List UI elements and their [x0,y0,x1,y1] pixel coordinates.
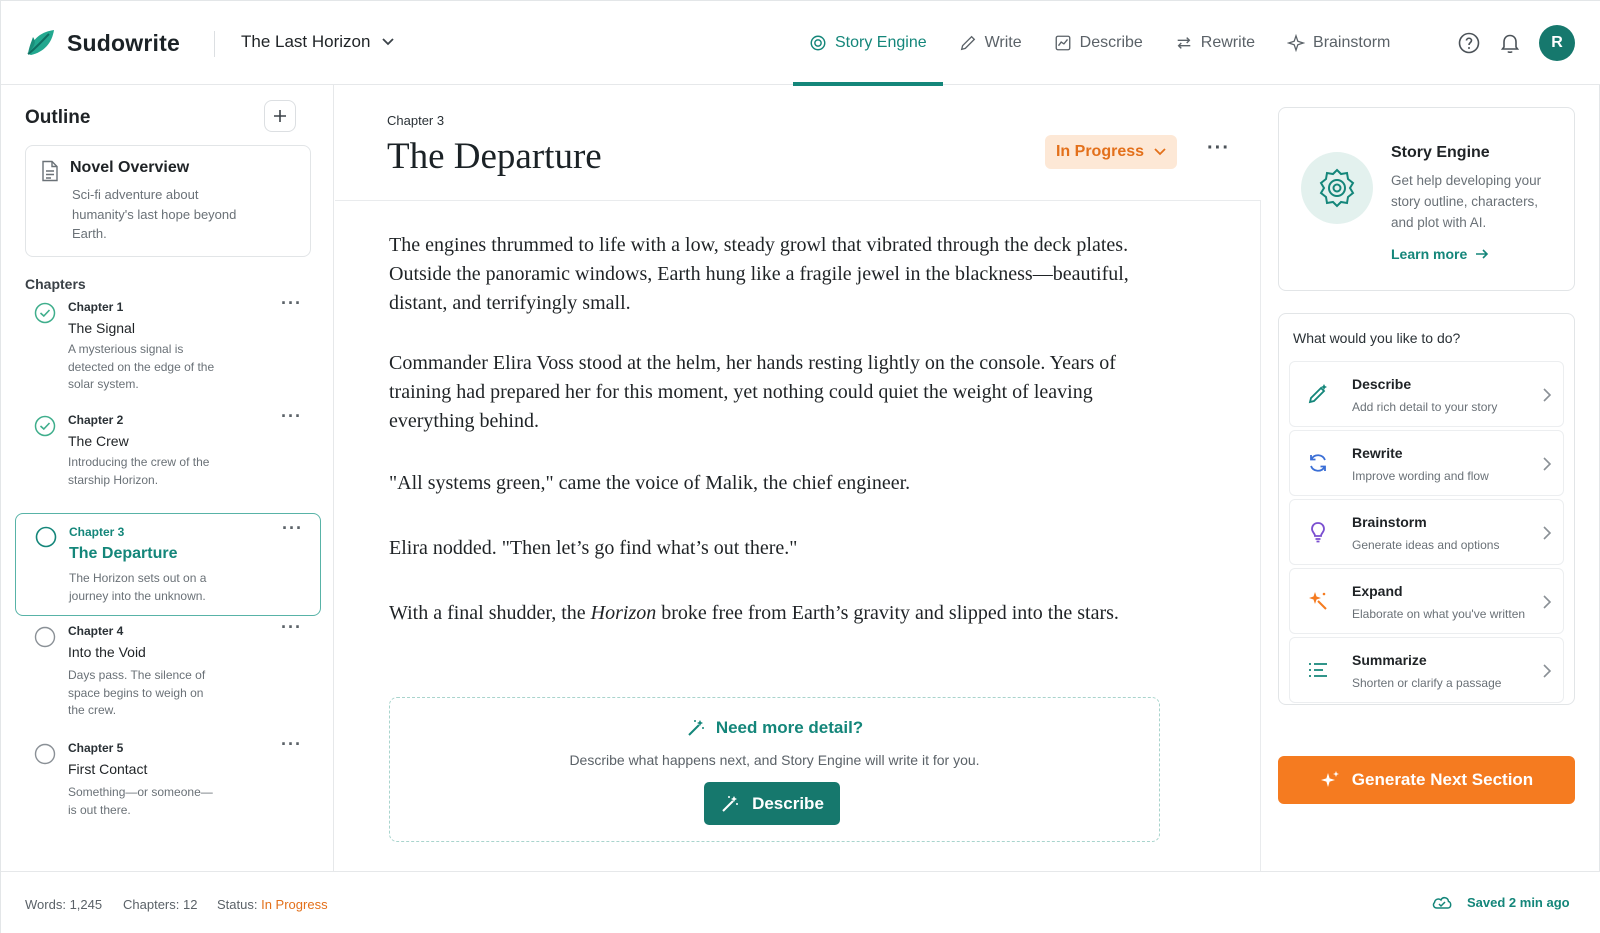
main-nav [793,1,1406,85]
rewrite-icon [1175,34,1193,52]
divider [335,200,1261,201]
chapter-item[interactable] [15,408,321,492]
chevron-right-icon [1542,457,1552,471]
list-icon [1306,658,1330,682]
action-rewrite[interactable] [1289,430,1564,496]
generate-label: Generate Next Section [1351,770,1534,789]
detail-title-text: Need more detail? [715,718,864,737]
chapter-description: The Horizon sets out on a journey into the unknown. [69,571,207,603]
chapter-number: Chapter 3 [69,525,125,539]
chapter-description: Days pass. The silence of space begins to weigh on the crew. [68,668,206,717]
chapter-number: Chapter 5 [68,741,124,755]
action-description: Shorten or clarify a passage [1352,676,1502,690]
words-value: 1,245 [69,897,103,912]
expand-sparkle-icon [1306,589,1330,613]
circle-icon [34,743,56,765]
plus-icon [273,109,287,123]
overview-title: Novel Overview [70,159,190,176]
action-label: Rewrite [1352,445,1403,461]
app-name: Sudowrite [67,29,180,56]
chevron-right-icon [1542,595,1552,609]
engine-description: Get help developing your story outline, characters, and plot with AI. [1391,173,1542,230]
status-label: In Progress [1055,143,1145,160]
project-title: The Last Horizon [241,32,371,51]
tab-describe[interactable] [1038,1,1159,85]
paragraph: The engines thrummed to life with a low, steady growl that vibrated through the deck plates. Outside the panoramic windows, Earth hung like a fragile jewel in the blackness—beautiful, distant, and terrifyingly small. [389,234,1129,314]
document-icon [40,160,60,182]
tab-story-engine[interactable] [793,1,943,85]
tab-label: Brainstorm [1313,34,1391,51]
chapter-item[interactable] [15,619,321,729]
help-icon[interactable] [1457,31,1481,55]
tab-label: Write [984,34,1022,51]
cloud-check-icon [1431,894,1453,910]
paragraph: Commander Elira Voss stood at the helm, her hands resting lightly on the console. Years of training had prepared her for this moment, yet nothing could quiet the weight of leaving everything behind. [389,352,1116,432]
more-options-icon[interactable]: ··· [281,734,302,754]
action-description: Elaborate on what you've written [1352,607,1526,621]
chapter-number: Chapter 2 [68,413,124,427]
magic-wand-icon [686,718,706,738]
engine-icon [809,34,827,52]
chapter-title: Into the Void [68,644,146,660]
chevron-right-icon [1542,664,1552,678]
chapter-number: Chapter 4 [68,624,124,638]
engine-title: Story Engine [1391,144,1490,161]
tab-label: Rewrite [1200,34,1256,51]
add-chapter-button[interactable] [264,100,296,132]
tab-rewrite[interactable] [1159,1,1271,85]
text-run: broke free from Earth’s gravity and slipped into the stars. [656,602,1119,624]
action-label: Summarize [1352,652,1427,668]
more-options-icon[interactable]: ··· [281,617,302,637]
action-describe[interactable] [1289,361,1564,427]
chapter-number: Chapter 1 [68,300,124,314]
magic-wand-icon [720,794,740,814]
assistant-panel [1261,85,1600,871]
chapter-title: The Crew [68,433,129,449]
chapter-item-active[interactable] [15,513,321,616]
chapter-description: A mysterious signal is detected on the edge of the solar system. [68,342,215,391]
action-summarize[interactable] [1289,637,1564,703]
chapter-item[interactable] [15,295,321,395]
avatar[interactable]: R [1539,25,1575,61]
generate-next-section-button[interactable] [1278,756,1575,804]
detail-prompt-box [389,697,1160,842]
describe-wand-icon [1306,382,1330,406]
sparkle-icon [1320,770,1340,790]
action-label: Brainstorm [1352,514,1427,530]
chapters-label: Chapters: [123,897,180,912]
action-label: Expand [1352,583,1403,599]
chapter-count [123,897,197,912]
tab-label: Story Engine [835,34,927,51]
paragraph: "All systems green," came the voice of Malik, the chief engineer. [389,472,911,494]
tab-write[interactable] [943,1,1038,85]
chevron-right-icon [1542,526,1552,540]
check-circle-icon [34,302,56,324]
lightbulb-icon [1306,520,1330,544]
chapter-item[interactable] [15,736,321,826]
actions-card [1278,313,1575,705]
describe-icon [1054,34,1072,52]
action-description: Generate ideas and options [1352,538,1500,552]
chapter-description: Something—or someone—is out there. [68,785,213,817]
status-value: In Progress [261,897,328,912]
chapter-title: First Contact [68,761,148,777]
editor [335,85,1261,871]
chapters-value: 12 [183,897,198,912]
status-dropdown[interactable] [1045,135,1177,169]
document-status [217,897,328,912]
text-run: With a final shudder, the [389,602,591,624]
more-options-icon[interactable]: ··· [282,518,303,538]
engine-icon [1316,167,1358,209]
learn-more-label: Learn more [1391,246,1468,262]
chapter-title: The Signal [68,320,135,336]
paragraph: Elira nodded. "Then let’s go find what’s out there." [389,537,798,559]
circle-icon [35,526,57,548]
tab-label: Describe [1079,34,1143,51]
saved-text: Saved 2 min ago [1467,894,1570,910]
paragraph [389,599,1149,628]
chevron-down-icon [1154,148,1166,156]
circle-icon [34,626,56,648]
detail-title [390,718,1159,738]
sudowrite-logo-icon [25,27,57,59]
story-engine-card [1278,107,1575,291]
describe-button-label: Describe [752,793,824,813]
action-description: Improve wording and flow [1352,469,1489,483]
pencil-icon [959,34,977,52]
chapter-title: The Departure [69,545,178,562]
action-expand[interactable] [1289,568,1564,634]
action-description: Add rich detail to your story [1352,400,1498,414]
tab-brainstorm[interactable] [1271,1,1406,85]
outline-sidebar [1,85,334,871]
action-label: Describe [1352,376,1412,392]
more-options-icon[interactable]: ··· [281,406,302,426]
describe-button[interactable] [704,782,840,825]
status-bar [1,871,1600,933]
arrow-right-icon [1475,248,1489,260]
logo[interactable] [25,27,180,59]
detail-description: Describe what happens next, and Story Engine will write it for you. [569,752,980,768]
novel-overview-card[interactable] [25,145,311,257]
top-bar [1,1,1600,85]
chevron-right-icon [1542,388,1552,402]
project-selector[interactable] [241,32,394,52]
italic-text: Horizon [590,602,657,624]
actions-title: What would you like to do? [1293,330,1461,346]
check-circle-icon [34,415,56,437]
refresh-icon [1306,451,1330,475]
chapter-label: Chapter 3 [387,113,445,128]
bell-icon[interactable] [1498,31,1522,55]
outline-title: Outline [25,107,91,128]
more-options-icon[interactable]: ··· [1207,137,1230,159]
learn-more-link[interactable] [1391,246,1489,262]
save-status [1431,894,1570,910]
more-options-icon[interactable]: ··· [281,293,302,313]
overview-description: Sci-fi adventure about humanity's last hope beyond Earth. [72,187,237,241]
chapters-label: Chapters [25,276,86,292]
header-divider [214,31,215,57]
action-brainstorm[interactable] [1289,499,1564,565]
chapter-description: Introducing the crew of the starship Horizon. [68,455,210,487]
engine-badge [1301,152,1373,224]
chevron-down-icon [382,38,394,46]
words-label: Words: [25,897,66,912]
page-title: The Departure [387,136,602,177]
sparkle-icon [1287,34,1305,52]
word-count [25,897,102,912]
status-label: Status: [217,897,258,912]
